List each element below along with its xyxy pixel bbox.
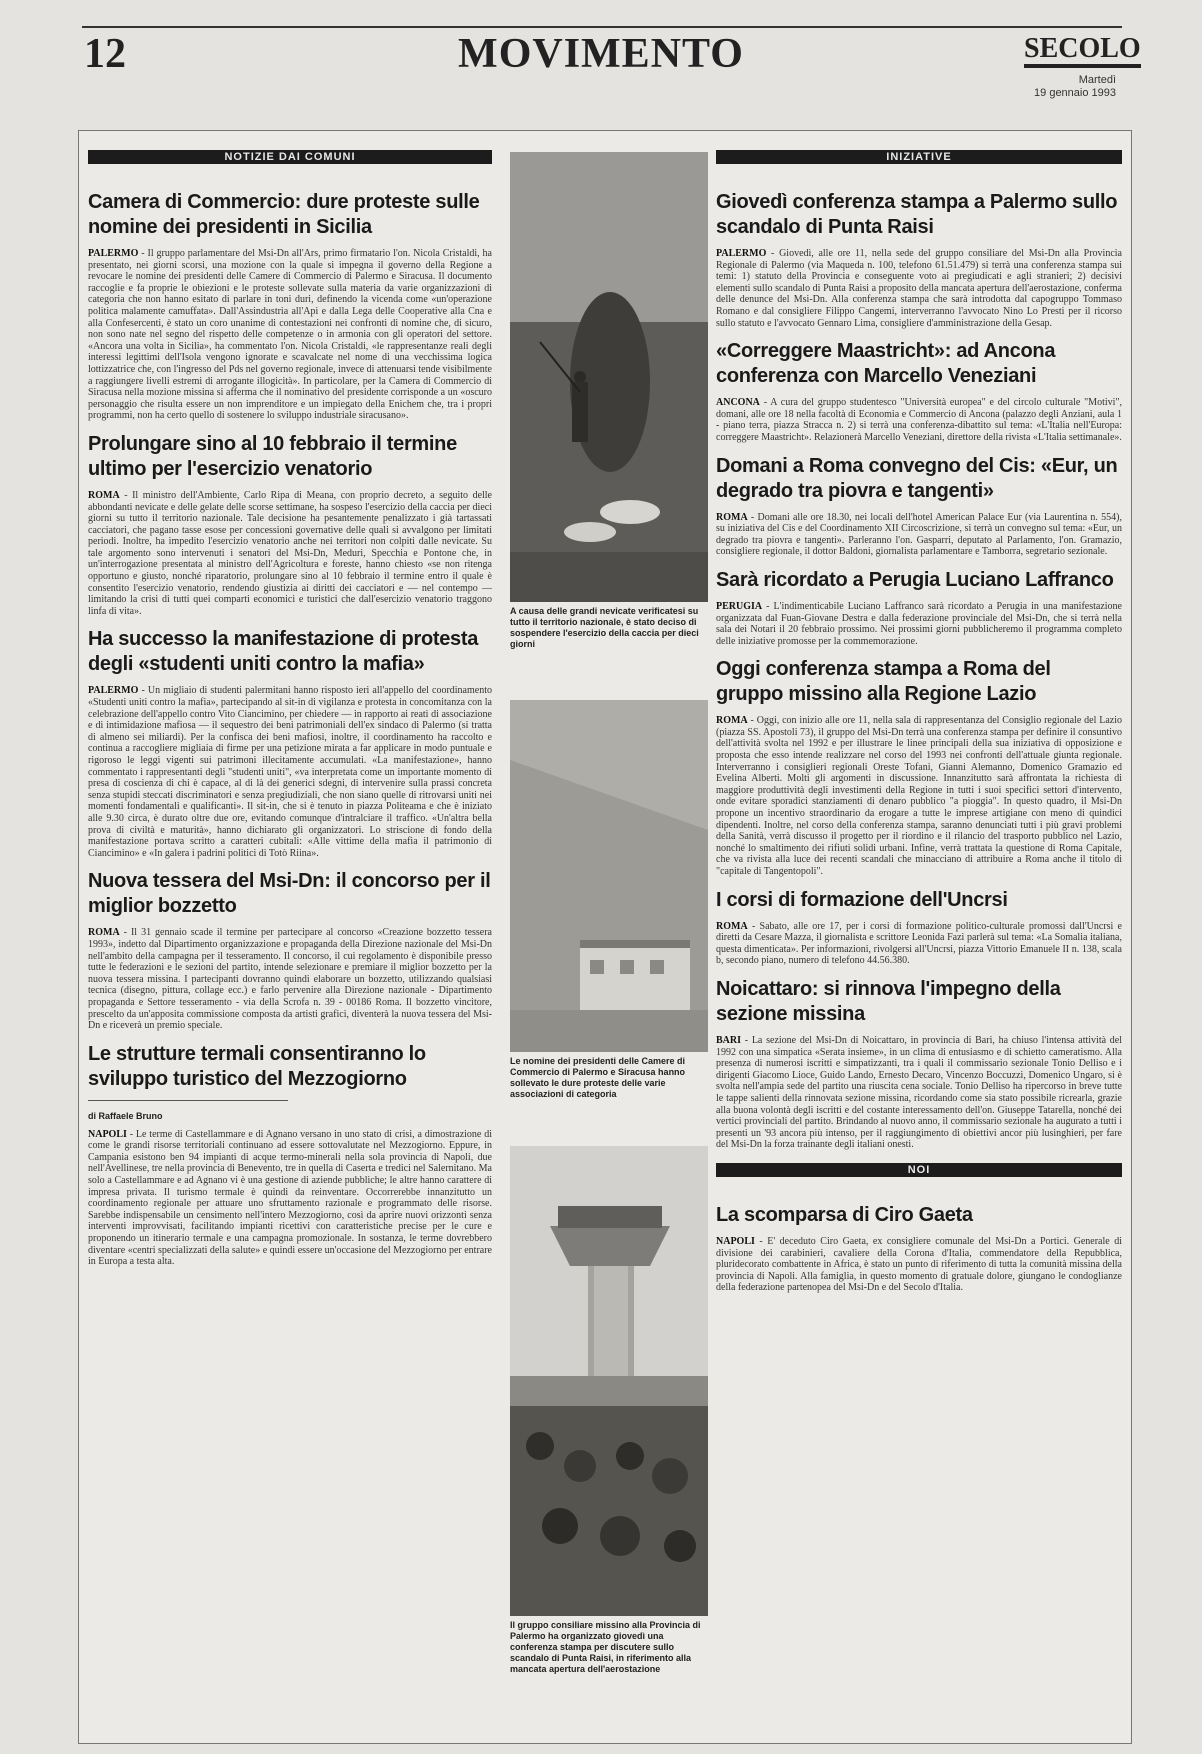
article-headline: Domani a Roma convegno del Cis: «Eur, un degrado tra piovra e tangenti» — [716, 454, 1118, 502]
article-text: - A cura del gruppo studentesco "Università europea" e del circolo culturale "Motivi", domani, alle ore 18 nella facoltà di Economia e Commercio di Ancona (palazzo degli Anziani, aula 1 - piano terra, piazza Stracca n. 2) si terrà una conferenza-dibattito sul tema: «L'Italia nell'Europa: correggere Maastricht». Relazionerà Marcello Veneziani, direttore della rivista «L'Italia settimanale». — [716, 397, 1122, 443]
photo-caption: A causa delle grandi nevicate verificatesi su tutto il territorio nazionale, è stato deciso di sospendere l'esercizio della caccia per dieci giorni — [510, 606, 699, 649]
article-dateline: ROMA — [716, 715, 748, 727]
article-body — [88, 927, 492, 1031]
article-dateline: BARI — [716, 1034, 742, 1046]
section-banner-notizie: NOTIZIE DAI COMUNI — [88, 150, 492, 164]
article-body — [88, 248, 492, 422]
article-dateline: ROMA — [88, 927, 120, 939]
article — [88, 627, 492, 859]
left-column — [88, 150, 492, 1278]
article-body — [88, 685, 492, 859]
article-text: - L'indimenticabile Luciano Laffranco sarà ricordato a Perugia in una manifestazione organizzata dal Fuan-Giovane Destra e dalla federazione provinciale del Msi-Dn, che si terrà nella sala dei Notari il 20 febbraio prossimo. Nei prossimi giorni pubblicheremo il programma completo delle iniziative promosse per la commemorazione. — [716, 600, 1122, 647]
article-body — [716, 1035, 1122, 1151]
article-author: di Raffaele Bruno — [88, 1110, 163, 1121]
article-body — [716, 512, 1122, 558]
issue-date — [1010, 74, 1116, 100]
article — [716, 190, 1122, 329]
article-text: - Domani alle ore 18.30, nei locali dell'hotel American Palace Eur (via Laurentina n. 554), su iniziativa del Cis e del Coordinamento XII Circoscrizione, si terrà un convegno sul tema: «Eur, un degrado tra piovra e tangenti». Parleranno l'on. Gasparri, deputato al Parlamento, l'on. Gramazio, consigliere regionale, il dottor Baldoni, giornalista parlamentare e Tamborra, segretario sezionale. — [716, 511, 1122, 558]
section-title: MOVIMENTO — [458, 31, 744, 77]
article-dateline: PALERMO — [88, 685, 139, 697]
article-text: - Il 31 gennaio scade il termine per partecipare al concorso «Creazione bozzetto tessera 1993», indetto dal Dipartimento organizzazione e propaganda della Direzione nazionale del Msi-Dn nell'ambito della campagna per il tesseramento. Il concorso, il cui regolamento è disponibile presso tutte le federazioni e le sezioni del partito, intende selezionare e premiare il miglior bozzetto per la nuova tessera missina. I partecipanti dovranno quindi elaborare un bozzetto, utilizzando qualsiasi tecnica (disegno, pittura, collage ecc.) e farlo pervenire alla Direzione nazionale - Dipartimento propaganda e Settore tesseramento - via della Scrofa n. 39 - 00186 Roma. Il bozzetto vincitore, prescelto da un'apposita commissione composta da artisti grafici, diventerà la nuova tessera del Msi-Dn e riceverà un premio speciale. — [88, 927, 492, 1032]
article-dateline: PALERMO — [716, 248, 767, 259]
article-text: - Le terme di Castellammare e di Agnano versano in uno stato di crisi, a dimostrazione di come le grandi risorse territoriali continuano ad essere sottovalutate nel Mezzogiorno. Eppure, in Campania esistono ben 94 impianti di acque termo-minerali nella sola provincia di Napoli, due nell'Avellinese, tre nella provincia di Benevento, tre in quella di Caserta e tredici nel Salernitano. Ma solo a Castellammare e ad Agnano vi è una gestione di aziende pubbliche; le altre hanno carattere di impresa privata. Il turismo termale è quindi da reinventare. Occorrerebbe innanzitutto un coordinamento regionale per attuare uno sfruttamento razionale e programmato delle risorse. Sarebbe indispensabile un censimento nell'intero Mezzogiorno, così da aprire nuovi orizzonti senza interventi improvvisati, facilitando impianti ricettivi con caratteristiche precise per le cure e proponendo un itinerario termale e una campagna promozionale. In sostanza, le terme dovrebbero diventare «centri specializzati della salute» e quindi essere un'occasione del Mezzogiorno per entrare in Europa a testa alta. — [88, 1128, 492, 1268]
article-headline: Prolungare sino al 10 febbraio il termine ultimo per l'esercizio venatorio — [88, 432, 457, 480]
page-number: 12 — [84, 31, 126, 77]
article-dateline: ROMA — [716, 511, 748, 523]
article-headline: I corsi di formazione dell'Uncrsi — [716, 888, 1008, 911]
article-headline: Oggi conferenza stampa a Roma del gruppo missino alla Regione Lazio — [716, 658, 1051, 706]
article-body — [716, 1236, 1122, 1294]
article — [88, 1042, 492, 1268]
article-text: - Il gruppo parlamentare del Msi-Dn all'Ars, primo firmatario l'on. Nicola Cristaldi, ha presentato, nei giorni scorsi, una mozione con la quale si impegna il governo della Regione a revocare le nomine dei presidenti delle Camere di Commercio di Palermo e Siracusa. Il documento raccoglie e fa proprie le obiezioni e le proteste sollevate sulla materia da varie organizzazioni di categoria che non hanno esitato di parlare in toni duri, definendo la vicenda come «un'operazione politica malamente camuffata». Dall'Assindustria all'Api e dalla Lega delle Cooperative alla Cna e alla Confesercenti, è stato un coro unanime di contestazioni nei confronti di nomine che, di sicuro, non sono nate nel segno del rispetto delle competenze o in armonia con gli operatori del settore. «Ancora una volta in Sicilia», ha commentato l'on. Nicola Cristaldi, «le rappresentanze reali degli interessi legittimi dell'Isola vengono ignorate e scavalcate nel nome di una vecchissima logica lottizzatrice che, con l'ingresso del Pds nel governo regionale, invece di attenuarsi tende visibilmente a raggiungere livelli estremi di arrogante illogicità». In particolare, per la Camera di Commercio di Siracusa nella mozione missina si afferma che il nominativo del presidente corrisponde a un «oscuro personaggio che risulta essere un non imprenditore e un impiegato della Enichem che, tra i propri programmi, non ha certo quello di sostenere lo sviluppo industriale siracusano». — [88, 248, 492, 422]
newspaper-logo: SECOLO — [1024, 34, 1141, 68]
article — [716, 339, 1122, 443]
article — [716, 454, 1122, 558]
article — [88, 869, 492, 1031]
header-rule — [82, 26, 1122, 28]
divider — [88, 1100, 288, 1101]
article — [716, 977, 1122, 1151]
article-dateline: NAPOLI — [716, 1235, 755, 1247]
issue-day: Martedì — [1078, 74, 1116, 86]
right-column — [716, 150, 1122, 1304]
photo-caption: Le nomine dei presidenti delle Camere di Commercio di Palermo e Siracusa hanno sollevato le dure proteste delle varie associazioni di categoria — [510, 1056, 686, 1099]
article-text: - Il ministro dell'Ambiente, Carlo Ripa di Meana, con proprio decreto, a seguito delle abbondanti nevicate e delle gelate delle scorse settimane, ha sospeso l'esercizio della caccia per dieci giorni su tutto il territorio nazionale. Tale decisione ha pesantemente penalizzato i già tartassati cacciatori, che pagano tasse esose per concessioni governative delle quali si avvalgono per limitati periodi. Inoltre, ha impedito l'esercizio venatorio anche nei territori non colpiti dalle nevicate. Su tale argomento sono intervenuti i senatori del Msi-Dn, Meduri, Specchia e Pontone che, in un'interrogazione presentata al ministro dell'Agricoltura e foreste, hanno chiesto «se non ritenga opportuno e giusto, nonché riparatorio, prolungare sino al 10 febbraio il termine entro il quale è consentito l'esercizio venatorio, rendendo giustizia ai diritti dei cacciatori e — nel contempo — limitando la crisi di tutti quei comparti economici e turistici che dall'esercizio venatorio traggono linfa di vita». — [88, 489, 492, 617]
airport-tower-photo — [510, 1146, 708, 1616]
article-body — [716, 715, 1122, 877]
article-dateline: ANCONA — [716, 397, 760, 409]
hunting-photo-image — [510, 152, 708, 602]
building-photo — [510, 700, 708, 1052]
obituary — [716, 1203, 1122, 1294]
article-dateline: PERUGIA — [716, 600, 763, 612]
article-text: - Un migliaio di studenti palermitani hanno risposto ieri all'appello del coordinamento «Studenti uniti contro la mafia», partecipando al sit-in di vigilanza e protesta in concomitanza con la celebrazione dell'appello contro Vito Ciancimino, per chiedere — in rapporto ai reati di associazione e di intimidazione mafiosa — il sequestro dei beni patrimoniali dell'ex sindaco di Palermo (si tratta di almeno sei miliardi). Per la confisca dei beni mafiosi, inoltre, il coordinamento ha raccolto e continua a raccogliere migliaia di firme per una petizione mirata a far applicare in modo puntuale e rigoroso le leggi vigenti sui patrimoni illecitamente accumulati. «La manifestazione», hanno commentato i rappresentanti degli "studenti uniti", «va interpretata come un importante momento di presa di coscienza di chi è capace, al di là dei generici sdegni, di intervenire sulla prassi concreta senza stupidi steccati discriminatori e senza pregiudiziali, che non siano quelle di ritrovarsi uniti nei momenti fondamentali e qualificanti». Il sit-in, che si è tenuto in piazza Politeama e che è iniziato alle 9.30 circa, è durato oltre due ore, evitando comunque d'intralciare il traffico. «Un'altra bella prova di civiltà e maturità», hanno dichiarato gli organizzatori. Lo striscione di fondo della manifestazione portava scritto a caratteri cubitali: «Alle vittime della mafia il patrimonio di Ciancimino» e «In galera i padrini politici di Totò Riina». — [88, 685, 492, 859]
photo-caption: Il gruppo consiliare missino alla Provincia di Palermo ha organizzato giovedì una conferenza stampa per discutere sullo scandalo di Punta Raisi, in riferimento alla mancata apertura dell'aerostazione — [510, 1620, 701, 1674]
article-headline: La scomparsa di Ciro Gaeta — [716, 1203, 973, 1226]
article — [716, 657, 1122, 877]
article-headline: «Correggere Maastricht»: ad Ancona conferenza con Marcello Veneziani — [716, 340, 1056, 388]
hunting-photo — [510, 152, 708, 602]
article — [88, 190, 492, 422]
article-dateline: ROMA — [716, 920, 748, 932]
article-dateline: ROMA — [88, 489, 120, 501]
article-headline: Sarà ricordato a Perugia Luciano Laffranco — [716, 568, 1114, 591]
building-photo-image — [510, 700, 708, 1052]
article — [716, 568, 1122, 647]
article-headline: Le strutture termali consentiranno lo sviluppo turistico del Mezzogiorno — [88, 1042, 426, 1090]
article-text: - La sezione del Msi-Dn di Noicattaro, in provincia di Bari, ha chiuso l'intensa attività del 1992 con una simpatica «Serata insieme», in un clima di entusiasmo e di schietto cameratismo. Alla presenza di numerosi iscritti e simpatizzanti, tra i quali il commissario sezionale Tonio Delliso e i dirigenti Giacomo Lioce, Guido Lando, Ernesto Decaro, Vincenzo Boccuzzi, Domenico Ungaro, si è svolta nell'ampia sede del partito una riuscita cena sociale. Tonio Delliso ha ripercorso in breve tutte le tappe salienti della rinnovata sezione missina, ricordando come sia stato possibile ricrearla, grazie alla buona volontà degli iscritti e del costante interessamento dell'on. Giuseppe Tatarella, nonché dei vertici provinciali del partito. Brindando al nuovo anno, il commissario sezionale ha augurato a tutti i presenti un '93 ancora più intenso, per il raggiungimento di obiettivi ancor più lusinghieri, per fare del Msi-Dn la forza trainante degli italiani onesti. — [716, 1034, 1122, 1151]
article-text: - E' deceduto Ciro Gaeta, ex consigliere comunale del Msi-Dn a Portici. Generale di divisione dei carabinieri, cavaliere della Corona d'Italia, commendatore della Repubblica, pluridecorato combattente in Africa, è stato un punto di riferimento di tutta la comunità missina della provincia di Napoli. Alla famiglia, in questo momento di gratuale dolore, giungano le condoglianze della federazione partenopea del Msi-Dn e del Secolo d'Italia. — [716, 1235, 1122, 1294]
article-body — [716, 397, 1122, 443]
article-headline: Giovedì conferenza stampa a Palermo sullo scandalo di Punta Raisi — [716, 191, 1118, 238]
article-dateline: NAPOLI — [88, 1128, 127, 1140]
article-text: - Sabato, alle ore 17, per i corsi di formazione politico-culturale promossi dall'Uncrsi e diretti da Cesare Mazza, il giornalista e scrittore Leonida Fazi parlerà sul tema: «La Somalia italiana, questa dimenticata». Per informazioni, rivolgersi all'Uncrsi, piazza Vittorio Emanuele II n. 138, scala b, secondo piano, numero di telefono 44.56.380. — [716, 920, 1122, 967]
article — [88, 432, 492, 618]
section-banner-noi: NOI — [716, 1163, 1122, 1177]
article — [716, 888, 1122, 967]
issue-date-text: 19 gennaio 1993 — [1034, 87, 1116, 99]
article-body — [88, 1129, 492, 1268]
article-headline: Nuova tessera del Msi-Dn: il concorso per il miglior bozzetto — [88, 870, 491, 918]
article-body — [88, 490, 492, 618]
article-body — [716, 248, 1122, 329]
article-text: - Oggi, con inizio alle ore 11, nella sala di rappresentanza del Consiglio regionale del Lazio (piazza SS. Apostoli 73), il gruppo del Msi-Dn terrà una conferenza stampa per definire il consuntivo dell'attività svolta nel 1992 e per illustrare le linee principali della sua iniziativa di opposizione e proposta che esso intende realizzare nel corso del 1993 nei confronti dell'attuale giunta regionale. Interverranno i consiglieri regionali Oreste Tofani, Gianni Alemanno, Domenico Gramazio ed Evelina Alberti. Molti gli argomenti in discussione. Innanzitutto sarà affrontata la richiesta di maggiore produttività degli investimenti della Regione in tutti i suoi specifici settori d'intervento, onde evitare sporadici stanziamenti di denaro pubblico "a pioggia". In questo quadro, il Msi-Dn propone un incentivo straordinario da erogare a tutte le imprese artigiane con meno di quindici dipendenti. Inoltre, nel corso della conferenza stampa, saranno denunciati tutti i più gravi problemi della Sanità, verrà discusso il progetto per il riordino e il rilancio del trasporto pubblico nel Lazio, nonché lo smaltimento dei rifiuti solidi urbani. Infine, verrà trattata la questione di Roma Capitale, che va rivista alla luce dei recenti scandali che minacciano di attribuire a Roma anche il titolo di "capitale di Tangentopoli". — [716, 715, 1122, 877]
section-banner-iniziative: INIZIATIVE — [716, 150, 1122, 164]
article-headline: Ha successo la manifestazione di protesta degli «studenti uniti contro la mafia» — [88, 628, 479, 676]
airport-tower-photo-image — [510, 1146, 708, 1616]
article-text: - Giovedì, alle ore 11, nella sede del gruppo consiliare del Msi-Dn alla Provincia Regionale di Palermo (via Maqueda n. 100, telefono 61.51.479) si terrà una conferenza stampa sui temi: 1) statuto della Provincia e conseguente voto ai pregiudicati e agli stranieri; 2) decisivi elementi sullo scandalo di Punta Raisi a proposito della mancata apertura dell'aerostazione, conferma delle denunce del Msi-Dn. Alla conferenza stampa che sarà introdotta dal capogruppo Tommaso Romano e dal consigliere Filippo Cangemi, interverranno l'avvocato Nino Lo Presti per il ricorso sullo statuto e l'avvocato Gennaro Lima, consigliere d'amministrazione della Gesap. — [716, 248, 1122, 329]
article-dateline: PALERMO — [88, 248, 139, 259]
article-headline: Camera di Commercio: dure proteste sulle nomine dei presidenti in Sicilia — [88, 191, 480, 238]
article-body — [716, 921, 1122, 967]
article-headline: Noicattaro: si rinnova l'impegno della sezione missina — [716, 977, 1061, 1025]
article-body — [716, 601, 1122, 647]
